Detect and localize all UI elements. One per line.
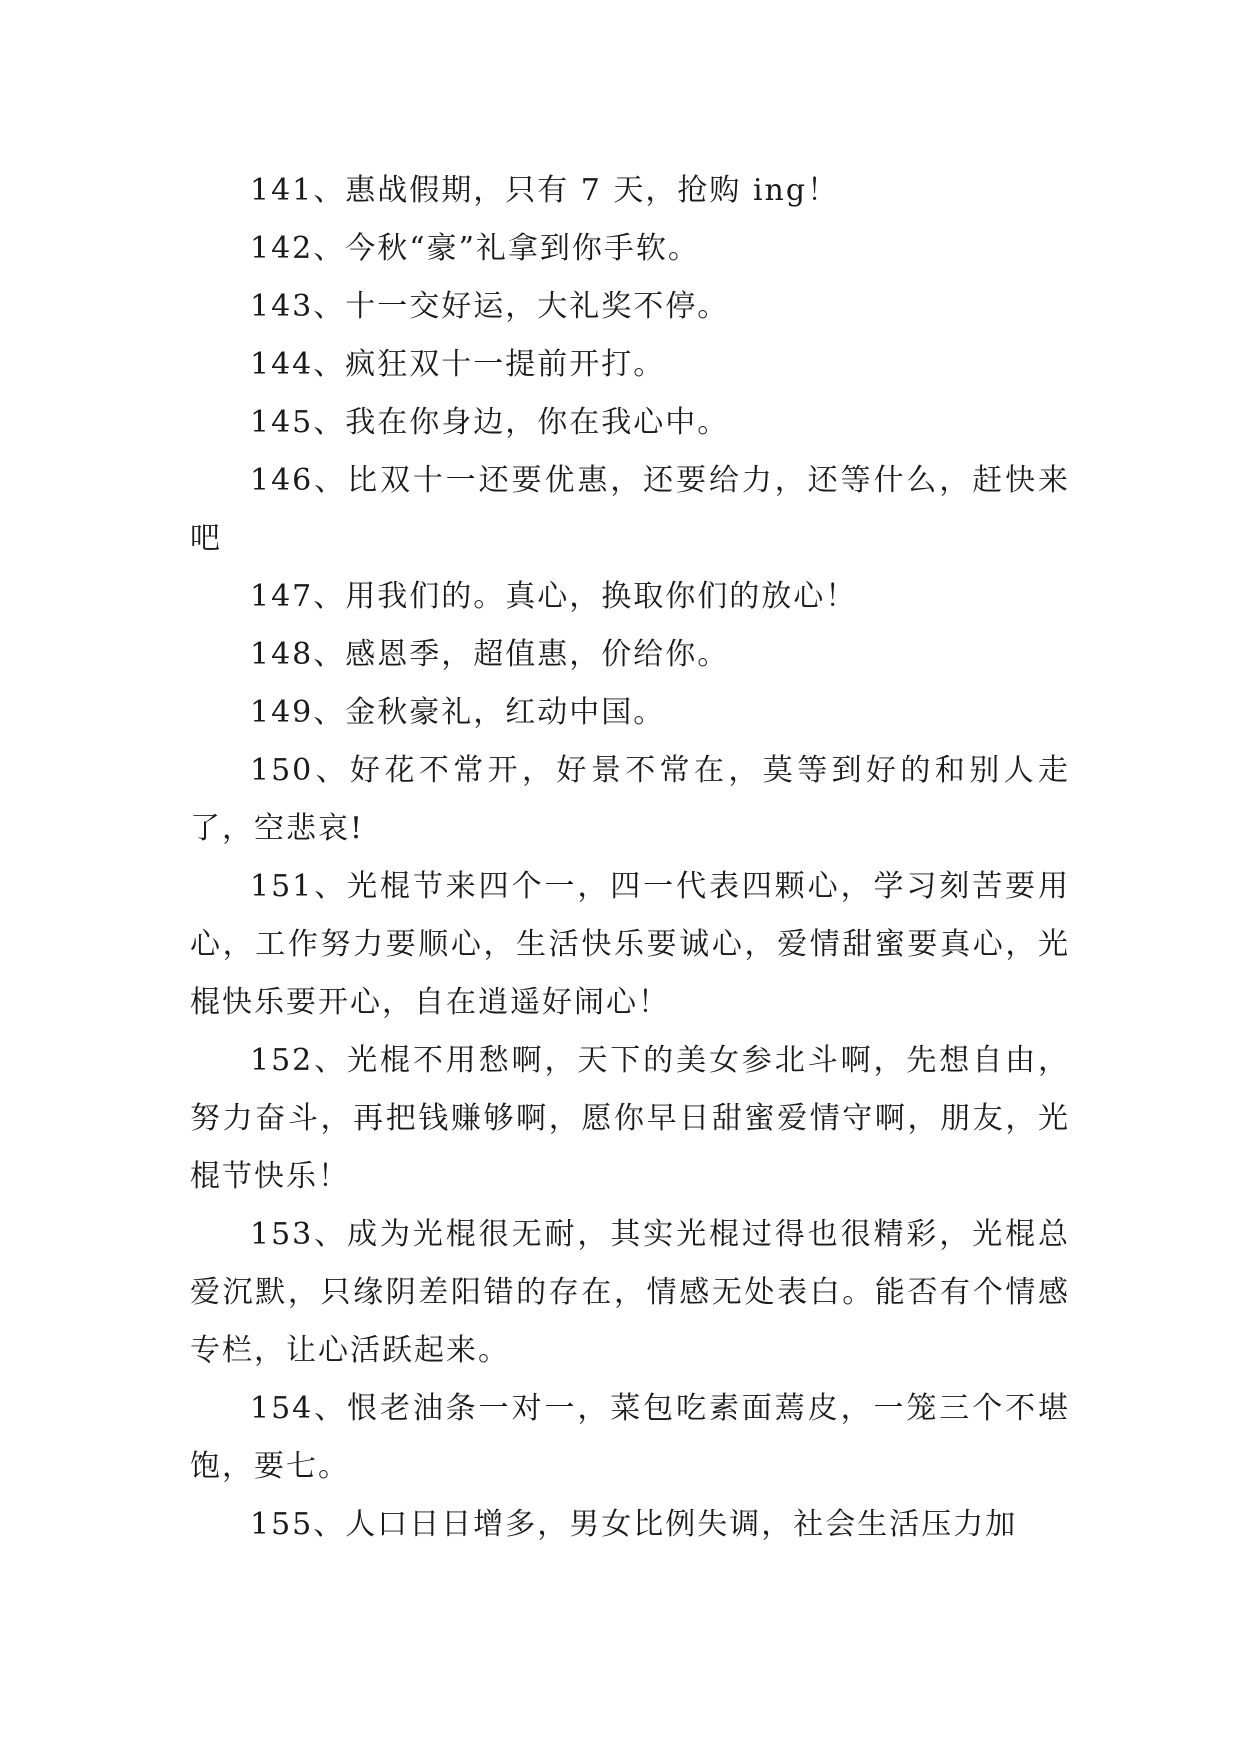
paragraph-143: 143、十一交好运，大礼奖不停。 xyxy=(250,289,730,324)
paragraph-154: 154、恨老油条一对一，菜包吃素面蔫皮，一笼三个不堪饱，要七。 xyxy=(190,1391,1070,1484)
paragraph-145: 145、我在你身边，你在我心中。 xyxy=(250,405,730,440)
paragraph-153: 153、成为光棍很无耐，其实光棍过得也很精彩，光棍总爱沉默，只缘阴差阳错的存在，情感无处表白。能否有个情感专栏，让心活跃起来。 xyxy=(190,1217,1070,1368)
paragraph-147: 147、用我们的。真心，换取你们的放心！ xyxy=(250,579,858,614)
paragraph-149: 149、金秋豪礼，红动中国。 xyxy=(250,695,666,730)
paragraph-152: 152、光棍不用愁啊，天下的美女参北斗啊，先想自由，努力奋斗，再把钱赚够啊，愿你早日甜蜜爱情守啊，朋友，光棍节快乐！ xyxy=(190,1043,1070,1194)
document-body xyxy=(190,162,1070,1554)
paragraph-151: 151、光棍节来四个一，四一代表四颗心，学习刻苦要用心，工作努力要顺心，生活快乐要诚心，爱情甜蜜要真心，光棍快乐要开心，自在逍遥好闹心！ xyxy=(190,869,1070,1020)
paragraph-148: 148、感恩季，超值惠，价给你。 xyxy=(250,637,730,672)
paragraph-141: 141、惠战假期，只有 7 天，抢购 ing！ xyxy=(250,173,840,208)
paragraph-155: 155、人口日日增多，男女比例失调，社会生活压力加 xyxy=(250,1507,1018,1542)
paragraph-142: 142、今秋“豪”礼拿到你手软。 xyxy=(250,231,700,266)
paragraph-146: 146、比双十一还要优惠，还要给力，还等什么，赶快来吧 xyxy=(190,463,1070,556)
paragraph-144: 144、疯狂双十一提前开打。 xyxy=(250,347,666,382)
paragraph-150: 150、好花不常开，好景不常在，莫等到好的和别人走了，空悲哀! xyxy=(190,753,1070,846)
